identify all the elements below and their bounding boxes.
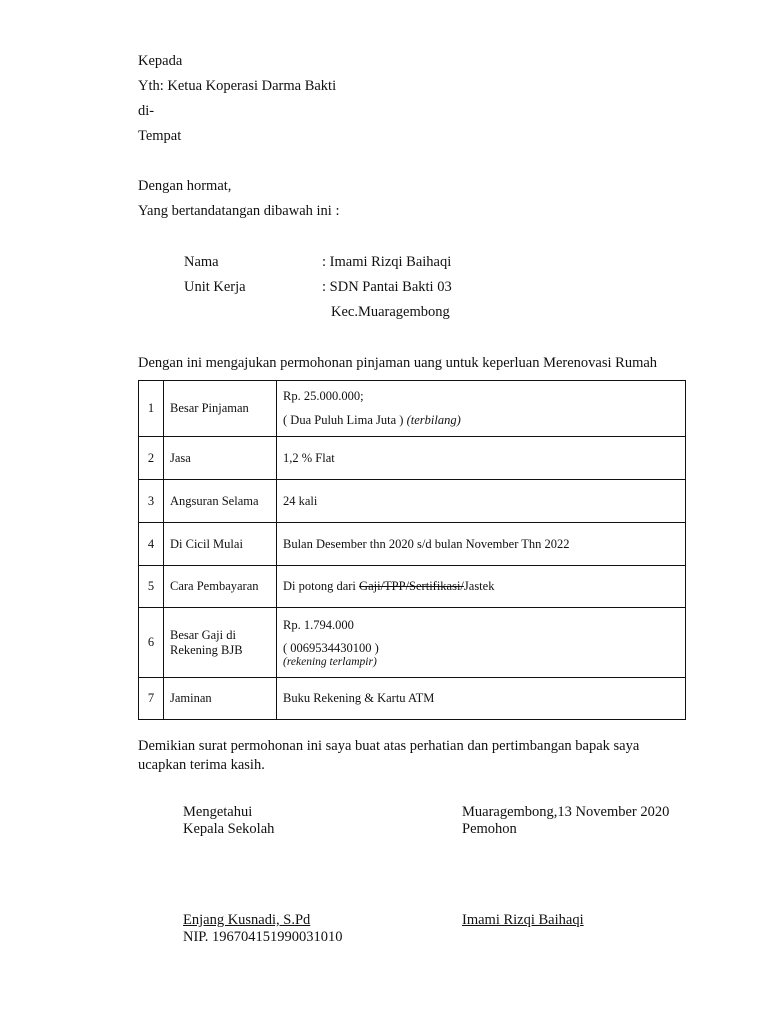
row-value [277,608,686,678]
addressee-place: Tempat [138,128,182,144]
row-number: 6 [139,608,164,678]
greeting: Dengan hormat, [138,178,232,194]
account-number: ( 0069534430100 ) [283,640,379,655]
loan-amount-words [283,413,685,428]
row-label [164,608,277,678]
closing-line-2: ucapkan terima kasih. [138,757,265,773]
loan-table [138,380,686,720]
row-number: 1 [139,381,164,437]
row-value: 1,2 % Flat [277,437,686,480]
payment-suffix: Jastek [463,579,495,593]
payment-prefix: Di potong dari [283,579,360,593]
table-row [139,480,686,523]
row-label: Besar Pinjaman [164,381,277,437]
request-text: Dengan ini mengajukan permohonan pinjaman uang untuk keperluan Merenovasi Rumah [138,355,658,371]
addressee-to: Kepada [138,53,183,69]
name-label: Nama [184,254,219,270]
row-label: Jaminan [164,678,277,720]
row-value: Bulan Desember thn 2020 s/d bulan November Thn 2022 [277,523,686,566]
table-row [139,381,686,437]
signature-right-name: Imami Rizqi Baihaqi [462,912,584,928]
account-note: (rekening terlampir) [283,655,377,668]
unit-value-district: Kec.Muaragembong [331,304,450,320]
salary-amount: Rp. 1.794.000 [283,617,354,632]
row-value: Buku Rekening & Kartu ATM [277,678,686,720]
salary-label-line1: Besar Gaji di [170,627,236,642]
row-label: Angsuran Selama [164,480,277,523]
loan-amount-words-text: ( Dua Puluh Lima Juta ) [283,413,404,427]
row-value: 24 kali [277,480,686,523]
signature-left-nip: NIP. 196704151990031010 [183,929,343,945]
unit-value: : SDN Pantai Bakti 03 [322,279,452,295]
row-value [277,566,686,608]
signature-left-title-2: Kepala Sekolah [183,821,275,837]
signature-right-title-1: Muaragembong,13 November 2020 [462,804,670,820]
row-label: Jasa [164,437,277,480]
payment-struck: Gaji/TPP/Sertifikasi/ [359,579,464,593]
row-value [277,381,686,437]
table-row [139,608,686,678]
row-number: 7 [139,678,164,720]
row-number: 5 [139,566,164,608]
table-row [139,566,686,608]
signature-right-title-2: Pemohon [462,821,517,837]
table-row [139,437,686,480]
row-label: Di Cicil Mulai [164,523,277,566]
addressee-di: di- [138,103,155,119]
signature-left-name: Enjang Kusnadi, S.Pd [183,912,311,928]
table-row [139,678,686,720]
row-number: 3 [139,480,164,523]
row-number: 2 [139,437,164,480]
row-label: Cara Pembayaran [164,566,277,608]
loan-amount-words-note: (terbilang) [406,413,461,427]
signature-left-title-1: Mengetahui [183,804,253,820]
row-number: 4 [139,523,164,566]
table-row [139,523,686,566]
closing-line-1: Demikian surat permohonan ini saya buat atas perhatian dan pertimbangan bapak saya [138,738,640,754]
salary-label-line2: Rekening BJB [170,642,243,657]
addressee-yth: Yth: Ketua Koperasi Darma Bakti [138,78,337,94]
unit-label: Unit Kerja [184,279,246,295]
intro-text: Yang bertandatangan dibawah ini : [138,203,340,219]
loan-amount: Rp. 25.000.000; [283,389,364,403]
name-value: : Imami Rizqi Baihaqi [322,254,452,270]
